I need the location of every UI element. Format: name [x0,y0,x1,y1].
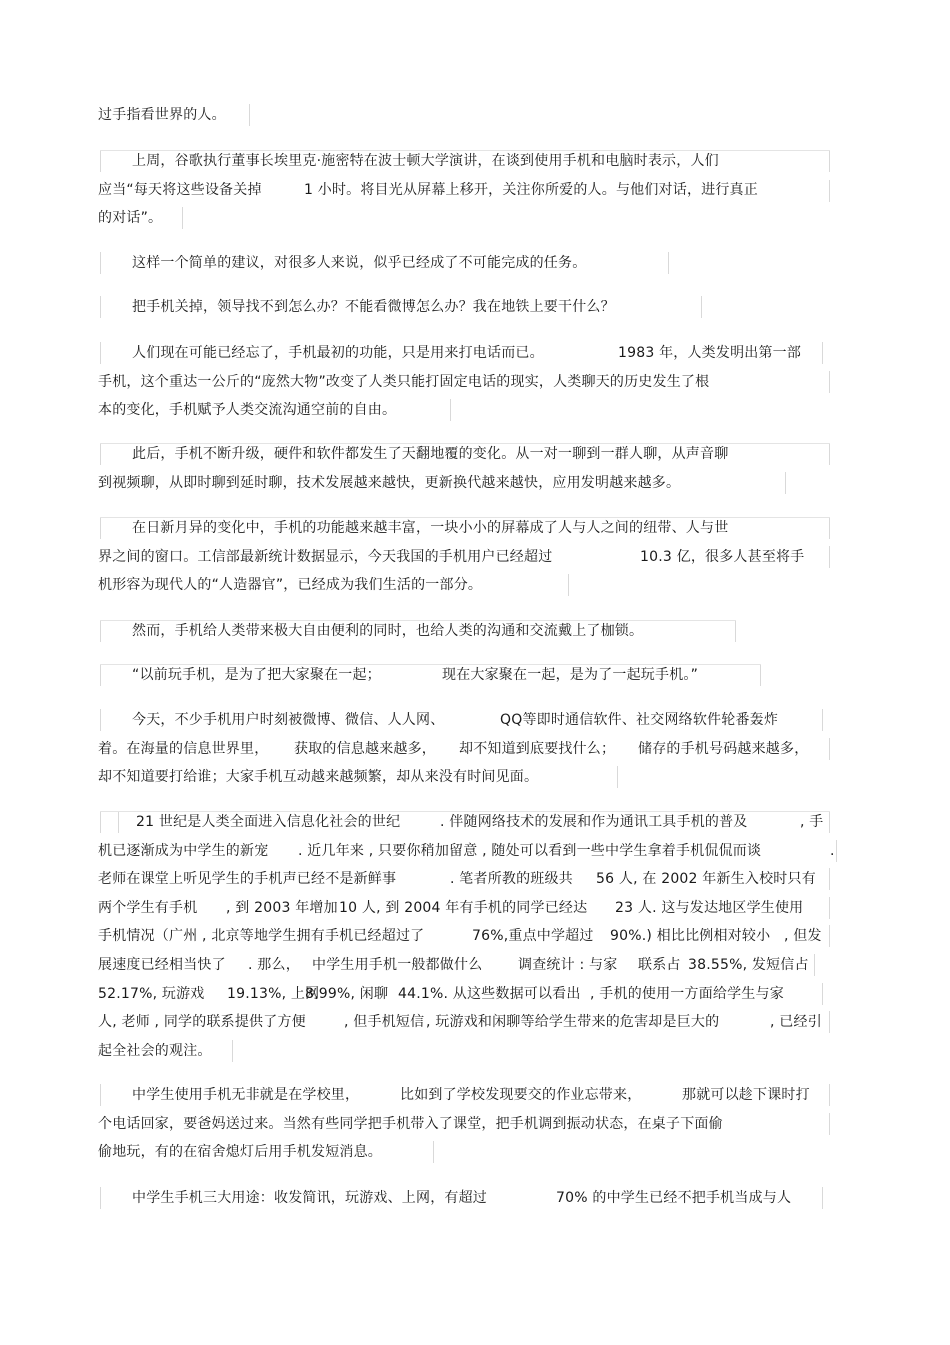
text-segment: 起全社会的观注。 [98,1043,212,1059]
layout-divider [829,811,830,833]
layout-divider [617,766,618,788]
layout-divider [568,574,569,596]
text-segment: 两个学生有手机 [98,900,198,916]
text-segment: , 到 2003 年增加 [226,900,338,916]
text-segment: 过手指看世界的人。 [98,107,226,123]
text-segment: 1983 年，人类发明出第一部 [618,345,802,361]
text-segment: 本的变化，手机赋予人类交流沟通空前的自由。 [98,402,397,418]
text-segment: QQ等即时通信软件、社交网络软件轮番轰炸 [500,712,779,728]
text-segment: 比如到了学校发现要交的作业忘带来， [400,1087,642,1103]
text-segment: 此后，手机不断升级，硬件和软件都发生了天翻地覆的变化。从一对一聊到一群人聊，从声音聊 [132,446,729,462]
text-segment: . 那么， [248,957,300,973]
text-segment: 个电话回家，要爸妈送过来。当然有些同学把手机带入了课堂，把手机调到振动状态，在桌子下面偷 [98,1116,723,1132]
layout-divider [785,472,786,494]
layout-divider [829,868,830,890]
layout-divider [232,1040,233,1062]
text-segment: 76%,重点中学超过 [472,928,594,944]
text-segment: 着。在海量的信息世界里， [98,741,269,757]
layout-divider [100,296,101,318]
text-segment: 在日新月异的变化中，手机的功能越来越丰富，一块小小的屏幕成了人与人之间的纽带、人与世 [132,520,729,536]
text-segment: 应当“每天将这些设备关掉 [98,182,262,198]
layout-rule [100,517,830,518]
text-segment: , 手 [800,814,824,830]
layout-divider [829,443,830,465]
layout-divider [100,1187,101,1209]
layout-divider [829,1113,830,1135]
text-segment: 人们现在可能已经忘了，手机最初的功能，只是用来打电话而已。 [132,345,544,361]
text-segment: 手机，这个重达一公斤的“庞然大物”改变了人类只能打固定电话的现实，人类聊天的历史发生了根 [98,374,710,390]
text-segment: 现在大家聚在一起，是为了一起玩手机。” [442,667,699,683]
text-segment: , 但手机短信 [344,1014,425,1030]
text-segment: , 手机的使用一方面给学生与家 [590,986,784,1002]
text-segment: 机已逐渐成为中学生的新宠 [98,843,269,859]
layout-divider [433,1141,434,1163]
layout-rule [100,664,761,665]
text-segment: 10 人, 到 2004 年有手机的同学已经达 [339,900,588,916]
layout-rule [100,811,830,812]
layout-divider [450,399,451,421]
layout-divider [100,443,101,465]
text-segment: 8.99%, 闲聊 [305,986,389,1002]
layout-divider [822,1187,823,1209]
text-segment: 90%.) 相比比例相对较小 [610,928,771,944]
text-segment: 展速度已经相当快了 [98,957,226,973]
text-segment: 52.17%, 玩游戏 [98,986,205,1002]
layout-divider [829,150,830,172]
text-segment: 中学生使用手机无非就是在学校里， [132,1087,360,1103]
text-segment: , 玩游戏和闲聊等给学生带来的危害却是巨大的 [426,1014,720,1030]
layout-divider [100,150,101,172]
text-segment: 21 世纪是人类全面进入信息化社会的世纪 [136,814,401,830]
text-segment: 老师在课堂上听见学生的手机声已经不是新鲜事 [98,871,397,887]
text-segment: . 伴随网络技术的发展和作为通讯工具手机的普及 [440,814,748,830]
layout-divider [100,252,101,274]
layout-divider [760,664,761,686]
layout-divider [829,517,830,539]
layout-divider [100,342,101,364]
text-segment: 获取的信息越来越多， [294,741,436,757]
text-segment: , 已经引 [770,1014,822,1030]
layout-divider [182,207,183,229]
layout-divider [836,840,837,862]
layout-divider [735,620,736,642]
text-segment: 56 人, 在 2002 年新生入校时只有 [596,871,816,887]
layout-divider [822,983,823,1005]
layout-divider [668,252,669,274]
text-segment: . 笔者所教的班级共 [450,871,573,887]
layout-divider [100,811,101,833]
text-segment: 那就可以趁下课时打 [682,1087,810,1103]
layout-divider [829,371,830,393]
layout-divider [829,738,830,760]
text-segment: 的对话”。 [98,210,163,226]
text-segment: 界之间的窗口。工信部最新统计数据显示，今天我国的手机用户已经超过 [98,549,553,565]
text-segment: . [830,843,835,859]
layout-divider [100,709,101,731]
text-segment: 今天，不少手机用户时刻被微博、微信、人人网、 [132,712,445,728]
text-segment: 23 人. 这与发达地区学生使用 [615,900,804,916]
layout-divider [814,954,815,976]
layout-divider [100,620,101,642]
layout-rule [100,150,830,151]
text-segment: 38.55%, 发短信占 [688,957,809,973]
text-segment: 机形容为现代人的“人造器官”，已经成为我们生活的一部分。 [98,577,483,593]
text-segment: 人, 老师 , 同学的联系提供了方便 [98,1014,306,1030]
text-segment: 中学生手机三大用途：收发简讯，玩游戏、上网，有超过 [132,1190,487,1206]
layout-divider [701,296,702,318]
text-segment: 联系占 [638,957,681,973]
layout-rule [100,443,830,444]
text-segment: 19.13%, 上网 [227,986,320,1002]
text-segment: 然而，手机给人类带来极大自由便利的同时，也给人类的沟通和交流戴上了枷锁。 [132,623,644,639]
text-segment: 偷地玩，有的在宿舍熄灯后用手机发短消息。 [98,1144,382,1160]
text-segment: 调查统计 : 与家 [518,957,618,973]
text-segment: 却不知道到底要找什么； [459,741,616,757]
text-segment: 到视频聊，从即时聊到延时聊，技术发展越来越快，更新换代越来越快，应用发明越来越多。 [98,475,681,491]
text-segment: “以前玩手机，是为了把大家聚在一起； [132,667,381,683]
layout-divider [822,709,823,731]
layout-divider [829,925,830,947]
layout-divider [118,811,119,833]
text-segment: . 近几年来 , 只要你稍加留意 , 随处可以看到一些中学生拿着手机侃侃而谈 [298,843,762,859]
layout-divider [829,1084,830,1106]
layout-divider [822,342,823,364]
text-segment: 手机情况（广州 , 北京等地学生拥有手机已经超过了 [98,928,425,944]
layout-divider [100,664,101,686]
text-segment: 上周，谷歌执行董事长埃里克·施密特在波士顿大学演讲，在谈到使用手机和电脑时表示，人们 [132,153,719,169]
text-segment: , 但发 [784,928,822,944]
text-segment: 储存的手机号码越来越多， [638,741,809,757]
text-segment: 10.3 亿，很多人甚至将手 [640,549,805,565]
text-segment: 中学生用手机一般都做什么 [312,957,483,973]
text-segment: 这样一个简单的建议，对很多人来说，似乎已经成了不可能完成的任务。 [132,255,587,271]
text-segment: 1 小时。将目光从屏幕上移开，关注你所爱的人。与他们对话，进行真正 [304,182,758,198]
layout-divider [829,546,830,568]
layout-rule [100,620,736,621]
layout-divider [829,897,830,919]
text-segment: 70% 的中学生已经不把手机当成与人 [556,1190,792,1206]
text-segment: 44.1%. 从这些数据可以看出 [398,986,581,1002]
layout-divider [829,1011,830,1033]
layout-divider [100,517,101,539]
layout-divider [249,104,250,126]
text-segment: 却不知道要打给谁；大家手机互动越来越频繁，却从来没有时间见面。 [98,769,539,785]
text-segment: 把手机关掉，领导找不到怎么办？不能看微博怎么办？我在地铁上要干什么？ [132,299,615,315]
layout-divider [829,180,830,202]
layout-divider [100,1084,101,1106]
